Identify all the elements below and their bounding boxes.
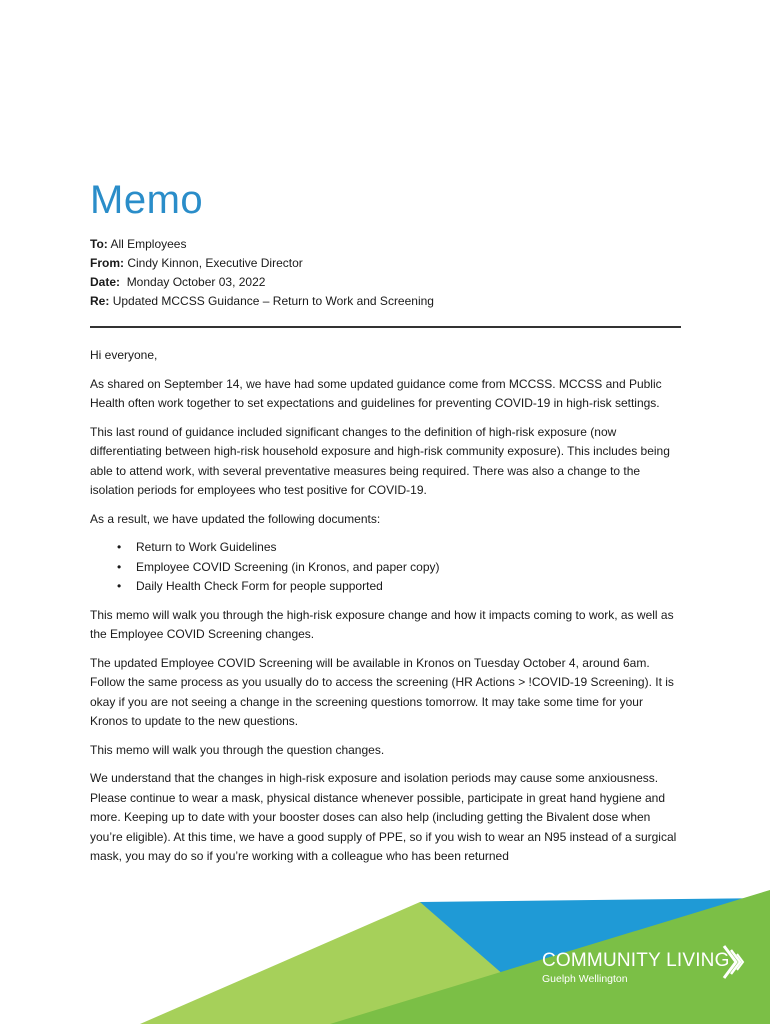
paragraph: This last round of guidance included significant changes to the definition of high-risk exposure (now differentiating between high-risk household exposure and high-risk community exposure). This includes being able to attend work, with several preventative measures being required. There was also a change to the isolation periods for employees who test positive for COVID-19. xyxy=(90,424,670,497)
documents-list xyxy=(90,538,680,597)
paragraph: As a result, we have updated the following documents: xyxy=(90,511,381,526)
memo-header xyxy=(90,235,434,311)
list-item: • Return to Work Guidelines xyxy=(136,538,680,558)
list-item: • Employee COVID Screening (in Kronos, and paper copy) xyxy=(136,558,680,578)
re-line xyxy=(90,292,434,311)
date-line xyxy=(90,273,434,292)
header-divider xyxy=(90,326,681,328)
date-value: Monday October 03, 2022 xyxy=(126,275,266,289)
to-label: To: xyxy=(90,237,108,251)
paragraph: This memo will walk you through the question changes. xyxy=(90,742,385,757)
paragraph: As shared on September 14, we have had some updated guidance come from MCCSS. MCCSS and Public Health often work together to set expectations and guidelines for preventing COVID-19 in high-risk settings. xyxy=(90,376,662,410)
greeting: Hi everyone, xyxy=(90,348,158,362)
list-item: • Daily Health Check Form for people supported xyxy=(136,577,680,597)
date-label: Date: xyxy=(90,275,121,289)
re-value: Updated MCCSS Guidance – Return to Work and Screening xyxy=(112,294,434,308)
memo-body xyxy=(90,346,680,876)
from-value: Cindy Kinnon, Executive Director xyxy=(127,256,303,270)
paragraph: The updated Employee COVID Screening will be available in Kronos on Tuesday October 4, around 6am. Follow the same process as you usually do to access the screening (HR Actions > !COVID-19 Screening). It is okay if you are not seeing a change in the screening questions tomorrow. It may take some time for your Kronos to update to the new questions. xyxy=(90,655,674,728)
to-value: All Employees xyxy=(110,237,187,251)
logo-subtitle: Guelph Wellington xyxy=(542,973,628,985)
paragraph: We understand that the changes in high-risk exposure and isolation periods may cause some anxiousness. Please continue to wear a mask, physical distance whenever possible, participate in great hand hygiene and more. Keeping up to date with your booster doses can also help (including getting the Bivalent dose when you’re eligible). At this time, we have a good supply of PPE, so if you wish to wear an N95 instead of a surgical mask, you may do so if you’re working with a colleague who has been returned xyxy=(90,771,677,863)
re-label: Re: xyxy=(90,294,110,308)
community-living-logo xyxy=(542,950,730,985)
from-label: From: xyxy=(90,256,124,270)
memo-title: Memo xyxy=(90,178,204,222)
logo-chevron-icon xyxy=(722,942,750,982)
to-line xyxy=(90,235,434,254)
paragraph: This memo will walk you through the high-risk exposure change and how it impacts coming to work, as well as the Employee COVID Screening changes. xyxy=(90,607,674,641)
logo-wordmark: COMMUNITY LIVING xyxy=(542,950,730,971)
from-line xyxy=(90,254,434,273)
